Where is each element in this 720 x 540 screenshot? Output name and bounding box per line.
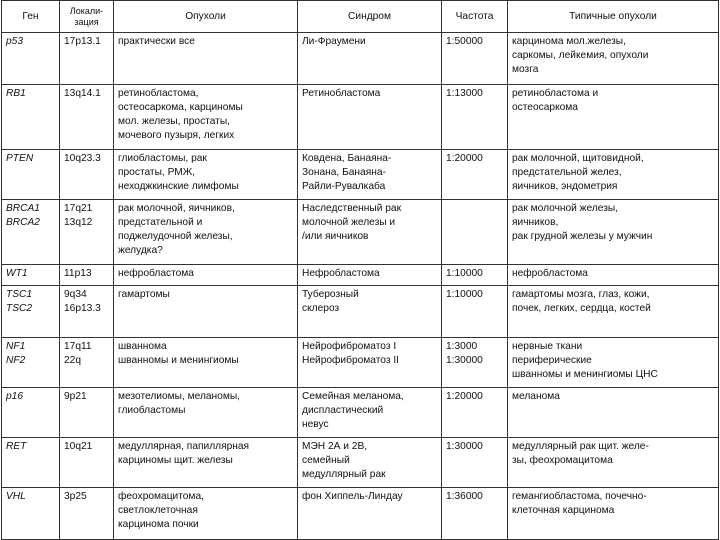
typical-tumors-cell: меланома xyxy=(508,388,719,438)
gene-cell: p53 xyxy=(2,33,60,85)
tumors-cell: феохромацитома, светлоклеточная карцинома почки xyxy=(114,488,298,540)
tumors-cell: нефробластома xyxy=(114,265,298,286)
syndrome-cell: МЭН 2А и 2В, семейный медуллярный рак xyxy=(298,438,442,488)
typical-tumors-cell: карцинома мол.железы, саркомы, лейкемия, опухоли мозга xyxy=(508,33,719,85)
location-cell: 17p13.1 xyxy=(60,33,114,85)
typical-tumors-cell: рак молочной, щитовидной, предстательной желез, яичников, эндометрия xyxy=(508,150,719,200)
gene-cell: RET xyxy=(2,438,60,488)
location-cell: 10q23.3 xyxy=(60,150,114,200)
tumors-cell: практически все xyxy=(114,33,298,85)
syndrome-cell: Туберозный склероз xyxy=(298,286,442,338)
syndrome-cell: Нефробластома xyxy=(298,265,442,286)
tumors-cell: ретинобластома, остеосаркома, карциномы мол. железы, простаты, мочевого пузыря, легких xyxy=(114,85,298,150)
header-typical-tumors: Типичные опухоли xyxy=(508,1,719,33)
frequency-cell: 1:20000 xyxy=(442,388,508,438)
frequency-cell xyxy=(442,200,508,265)
header-location: Локали- зация xyxy=(60,1,114,33)
location-cell: 11p13 xyxy=(60,265,114,286)
header-syndrome: Синдром xyxy=(298,1,442,33)
frequency-cell: 1:3000 1:30000 xyxy=(442,338,508,388)
typical-tumors-cell: гамартомы мозга, глаз, кожи, почек, легких, сердца, костей xyxy=(508,286,719,338)
typical-tumors-cell: нервные ткани периферические шванномы и менингиомы ЦНС xyxy=(508,338,719,388)
table-row xyxy=(2,265,719,286)
syndrome-cell: Нейрофиброматоз I Нейрофиброматоз II xyxy=(298,338,442,388)
syndrome-cell: Ли-Фраумени xyxy=(298,33,442,85)
frequency-cell: 1:20000 xyxy=(442,150,508,200)
frequency-cell: 1:30000 xyxy=(442,438,508,488)
gene-cell: NF1 NF2 xyxy=(2,338,60,388)
frequency-cell: 1:13000 xyxy=(442,85,508,150)
table-row xyxy=(2,338,719,388)
typical-tumors-cell: гемангиобластома, почечно- клеточная карцинома xyxy=(508,488,719,540)
header-frequency: Частота xyxy=(442,1,508,33)
tumors-cell: глиобластомы, рак простаты, РМЖ, неходжкинские лимфомы xyxy=(114,150,298,200)
syndrome-cell: Ковдена, Банаяна- Зонана, Банаяна- Райли-Рувалкаба xyxy=(298,150,442,200)
tumor-suppressor-table xyxy=(1,0,719,540)
syndrome-cell: фон Хиппель-Линдау xyxy=(298,488,442,540)
tumors-cell: гамартомы xyxy=(114,286,298,338)
location-cell: 3p25 xyxy=(60,488,114,540)
table-row xyxy=(2,286,719,338)
gene-cell: PTEN xyxy=(2,150,60,200)
tumors-cell: медуллярная, папиллярная карциномы щит. железы xyxy=(114,438,298,488)
header-tumors: Опухоли xyxy=(114,1,298,33)
tumors-cell: шваннома шванномы и менингиомы xyxy=(114,338,298,388)
frequency-cell: 1:10000 xyxy=(442,265,508,286)
location-cell: 9q34 16p13.3 xyxy=(60,286,114,338)
table-row xyxy=(2,33,719,85)
table-row xyxy=(2,150,719,200)
table-row xyxy=(2,438,719,488)
table-row xyxy=(2,85,719,150)
location-cell: 13q14.1 xyxy=(60,85,114,150)
gene-cell: VHL xyxy=(2,488,60,540)
location-cell: 17q11 22q xyxy=(60,338,114,388)
gene-cell: WT1 xyxy=(2,265,60,286)
table-row xyxy=(2,200,719,265)
table-row xyxy=(2,488,719,540)
tumors-cell: мезотелиомы, меланомы, глиобластомы xyxy=(114,388,298,438)
frequency-cell: 1:10000 xyxy=(442,286,508,338)
gene-cell: BRCA1 BRCA2 xyxy=(2,200,60,265)
table-row xyxy=(2,388,719,438)
typical-tumors-cell: медуллярный рак щит. желе- зы, феохромацитома xyxy=(508,438,719,488)
frequency-cell: 1:50000 xyxy=(442,33,508,85)
typical-tumors-cell: ретинобластома и остеосаркома xyxy=(508,85,719,150)
syndrome-cell: Наследственный рак молочной железы и /или яичников xyxy=(298,200,442,265)
location-cell: 9p21 xyxy=(60,388,114,438)
gene-cell: p16 xyxy=(2,388,60,438)
typical-tumors-cell: нефробластома xyxy=(508,265,719,286)
location-cell: 17q21 13q12 xyxy=(60,200,114,265)
gene-cell: TSC1 TSC2 xyxy=(2,286,60,338)
gene-cell: RB1 xyxy=(2,85,60,150)
header-row xyxy=(2,1,719,33)
tumors-cell: рак молочной, яичников, предстательной и поджелудочной железы, желудка? xyxy=(114,200,298,265)
header-gene: Ген xyxy=(2,1,60,33)
frequency-cell: 1:36000 xyxy=(442,488,508,540)
location-cell: 10q21 xyxy=(60,438,114,488)
syndrome-cell: Ретинобластома xyxy=(298,85,442,150)
typical-tumors-cell: рак молочной железы, яичников, рак грудной железы у мужчин xyxy=(508,200,719,265)
syndrome-cell: Семейная меланома, диспластический невус xyxy=(298,388,442,438)
